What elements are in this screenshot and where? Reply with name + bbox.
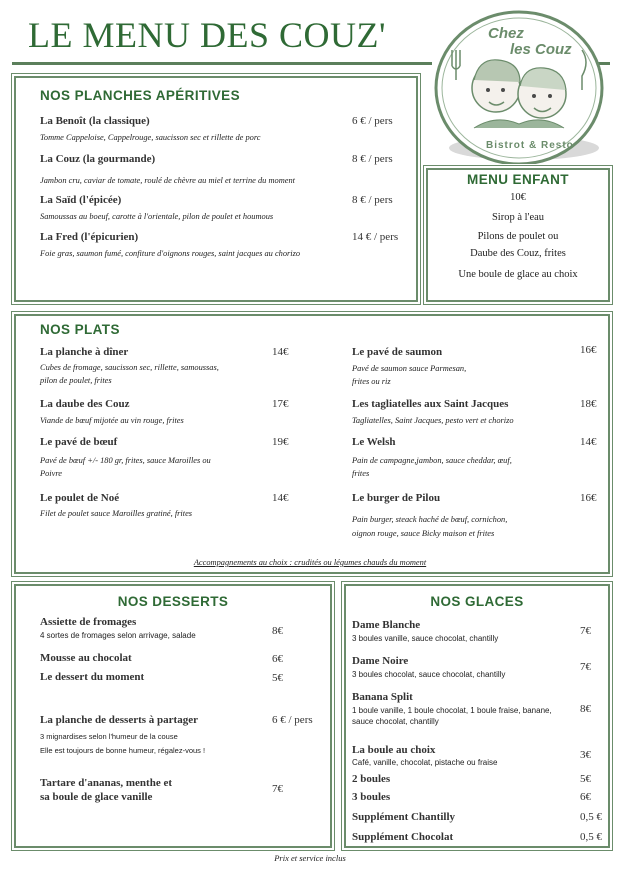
plat-desc: oignon rouge, sauce Bicky maison et frites — [352, 529, 495, 538]
plat-price: 17€ — [272, 398, 289, 410]
glace-price: 0,5 € — [580, 831, 602, 843]
aperitif-desc: Tomme Cappeloise, Cappelrouge, saucisson sec et rillette de porc — [40, 133, 261, 142]
plat-price: 14€ — [580, 436, 597, 448]
plat-desc: Pavé de bœuf +/- 180 gr, frites, sauce Maroilles ou — [40, 456, 211, 465]
dessert-price: 6€ — [272, 653, 283, 665]
dessert-price: 5€ — [272, 672, 283, 684]
glace-name: 3 boules — [352, 791, 391, 803]
glace-price: 6€ — [580, 791, 591, 803]
glace-desc: 1 boule vanille, 1 boule chocolat, 1 boule fraise, banane, — [352, 706, 552, 715]
plats-title: NOS PLATS — [40, 322, 120, 337]
glace-price: 0,5 € — [580, 811, 602, 823]
logo-graphic — [434, 10, 604, 164]
aperitif-price: 6 € / pers — [352, 115, 393, 127]
plat-price: 18€ — [580, 398, 597, 410]
glace-name: Banana Split — [352, 691, 413, 703]
glace-price: 5€ — [580, 773, 591, 785]
logo-line1: Chez — [488, 25, 524, 42]
plat-price: 14€ — [272, 492, 289, 504]
logo-tagline: Bistrot & Resto — [486, 140, 574, 151]
plat-name: La planche à dîner — [40, 346, 129, 358]
kids-menu-title: MENU ENFANT — [467, 172, 569, 187]
plat-desc: Cubes de fromage, saucisson sec, rillette, samoussas, — [40, 363, 219, 372]
glaces-title: NOS GLACES — [430, 594, 524, 609]
glace-desc: Café, vanille, chocolat, pistache ou fraise — [352, 758, 498, 767]
dessert-name: Le dessert du moment — [40, 671, 145, 683]
aperitif-desc: Samoussas au boeuf, carotte à l'orientale, pilon de poulet et houmous — [40, 212, 274, 221]
plat-desc: Pavé de saumon sauce Parmesan, — [352, 364, 467, 373]
glace-desc: 3 boules vanille, sauce chocolat, chantilly — [352, 634, 499, 643]
dessert-price: 8€ — [272, 625, 283, 637]
aperitifs-section — [14, 76, 418, 302]
aperitif-price: 8 € / pers — [352, 194, 393, 206]
desserts-title: NOS DESSERTS — [117, 594, 229, 609]
aperitif-desc: Jambon cru, caviar de tomate, roulé de chèvre au miel et terrine du moment — [40, 176, 295, 185]
glace-name: Supplément Chocolat — [352, 831, 454, 843]
glace-name: 2 boules — [352, 773, 391, 785]
plat-desc: Poivre — [40, 469, 63, 478]
dessert-desc: Elle est toujours de bonne humeur, régalez-vous ! — [40, 746, 206, 755]
glace-name: Dame Noire — [352, 655, 409, 667]
plats-note: Accompagnements au choix : crudités ou légumes chauds du moment — [193, 558, 427, 567]
dessert-price: 6 € / pers — [272, 714, 313, 726]
aperitif-name: La Fred (l'épicurien) — [40, 231, 139, 243]
dessert-desc: 4 sortes de fromages selon arrivage, salade — [40, 631, 196, 640]
aperitif-name: La Saïd (l'épicée) — [40, 194, 122, 206]
page-title: LE MENU DES COUZ' — [28, 15, 386, 55]
plat-price: 16€ — [580, 344, 597, 356]
kids-menu-line: Sirop à l'eau — [491, 212, 545, 223]
plat-desc: Pain burger, steack haché de bœuf, cornichon, — [352, 515, 508, 524]
plat-desc: Pain de campagne,jambon, sauce cheddar, œuf, — [352, 456, 512, 465]
plat-price: 14€ — [272, 346, 289, 358]
aperitifs-title: NOS PLANCHES APÉRITIVES — [40, 88, 240, 103]
aperitif-name: La Couz (la gourmande) — [40, 153, 156, 165]
logo — [434, 10, 604, 164]
aperitif-price: 14 € / pers — [352, 231, 399, 243]
kids-menu-line: Pilons de poulet ou — [477, 231, 559, 242]
plat-name: La daube des Couz — [40, 398, 130, 410]
dessert-name: Assiette de fromages — [40, 616, 137, 628]
glace-name: Supplément Chantilly — [352, 811, 455, 823]
glace-name: Dame Blanche — [352, 619, 421, 631]
kids-menu-line: Une boule de glace au choix — [458, 269, 578, 280]
kids-menu-price: 10€ — [510, 192, 526, 203]
plat-desc: frites ou riz — [352, 377, 391, 386]
plat-name: Le Welsh — [352, 436, 396, 448]
dessert-name: Tartare d'ananas, menthe et — [40, 777, 172, 789]
glace-desc: sauce chocolat, chantilly — [352, 717, 439, 726]
kids-menu-line: Daube des Couz, frites — [470, 248, 566, 259]
aperitif-desc: Foie gras, saumon fumé, confiture d'oignons rouges, saint jacques au chorizo — [40, 249, 301, 258]
title-divider — [12, 62, 432, 65]
plat-price: 19€ — [272, 436, 289, 448]
plat-name: Les tagliatelles aux Saint Jacques — [352, 398, 509, 410]
plat-desc: Viande de bœuf mijotée au vin rouge, frites — [40, 416, 184, 425]
glace-desc: 3 boules chocolat, sauce chocolat, chantilly — [352, 670, 506, 679]
aperitif-name: La Benoît (la classique) — [40, 115, 150, 127]
plat-name: Le burger de Pilou — [352, 492, 441, 504]
dessert-name: Mousse au chocolat — [40, 652, 132, 664]
glace-name: La boule au choix — [352, 744, 436, 756]
dessert-name: La planche de desserts à partager — [40, 714, 198, 726]
glace-price: 3€ — [580, 749, 591, 761]
dessert-desc: 3 mignardises selon l'humeur de la couse — [40, 732, 178, 741]
aperitif-price: 8 € / pers — [352, 153, 393, 165]
glace-price: 7€ — [580, 661, 591, 673]
logo-line2: les Couz — [510, 41, 572, 58]
plat-name: Le pavé de bœuf — [40, 436, 118, 448]
plat-name: Le pavé de saumon — [352, 346, 443, 358]
dessert-price: 7€ — [272, 783, 283, 795]
dessert-name: sa boule de glace vanille — [40, 791, 153, 803]
footer-note: Prix et service inclus — [274, 853, 346, 863]
plat-desc: Tagliatelles, Saint Jacques, pesto vert et chorizo — [352, 416, 514, 425]
plat-name: Le poulet de Noé — [40, 492, 120, 504]
glace-price: 7€ — [580, 625, 591, 637]
plat-price: 16€ — [580, 492, 597, 504]
glace-price: 8€ — [580, 703, 591, 715]
plat-desc: pilon de poulet, frites — [40, 376, 112, 385]
plat-desc: Filet de poulet sauce Maroilles gratiné, frites — [40, 509, 193, 518]
plat-desc: frites — [352, 469, 370, 478]
